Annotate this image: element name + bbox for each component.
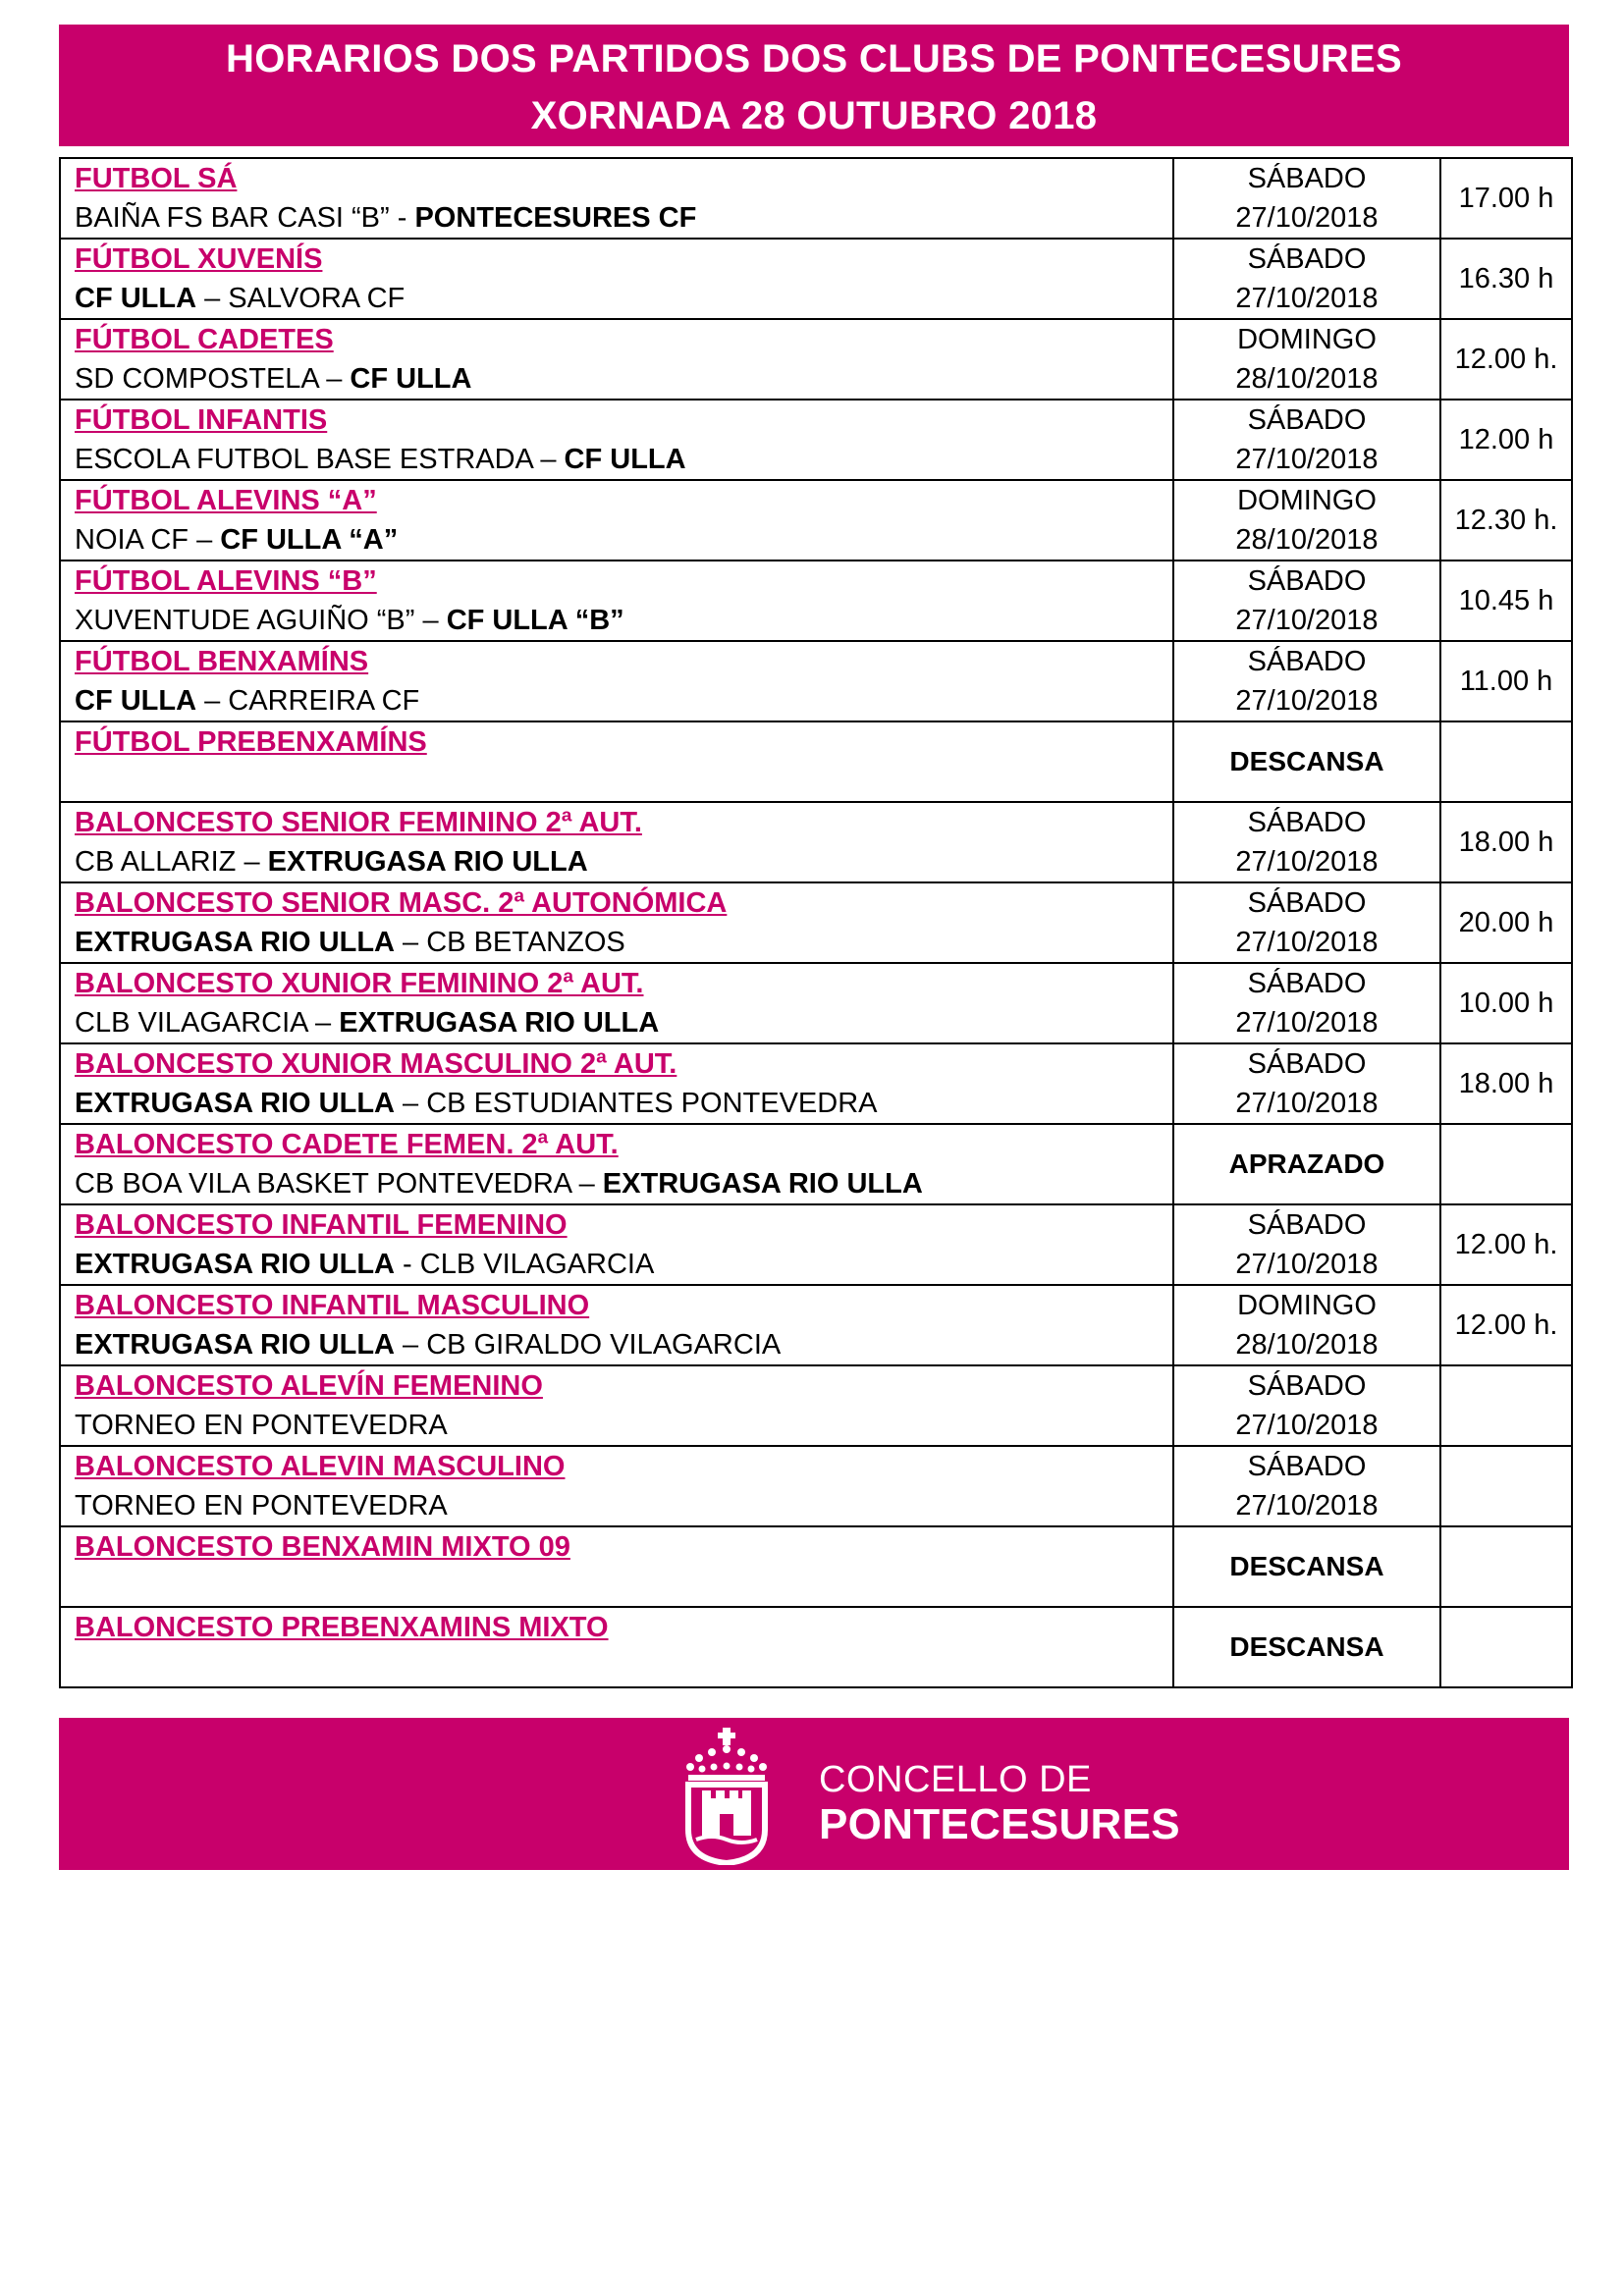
teams-line bbox=[75, 198, 1172, 238]
table-row bbox=[60, 721, 1572, 802]
team-away: CF ULLA bbox=[350, 363, 472, 395]
team-home: EXTRUGASA RIO ULLA bbox=[75, 1249, 395, 1280]
match-cell bbox=[60, 400, 1173, 480]
match-cell bbox=[60, 1446, 1173, 1526]
date-cell bbox=[1173, 158, 1440, 239]
match-date: 27/10/2018 bbox=[1235, 1249, 1379, 1280]
team-home: TORNEO EN PONTEVEDRA bbox=[75, 1410, 448, 1441]
match-day: SÁBADO bbox=[1247, 163, 1367, 194]
table-row bbox=[60, 239, 1572, 319]
category-link[interactable]: FÚTBOL INFANTIS bbox=[75, 404, 328, 436]
table-row bbox=[60, 319, 1572, 400]
date-cell bbox=[1173, 1526, 1440, 1607]
match-cell bbox=[60, 1526, 1173, 1607]
team-home: NOIA CF bbox=[75, 524, 189, 556]
match-day: SÁBADO bbox=[1247, 1209, 1367, 1241]
team-separator: - bbox=[394, 1249, 420, 1280]
table-row bbox=[60, 963, 1572, 1043]
teams-line bbox=[75, 1325, 1172, 1364]
match-time bbox=[1440, 721, 1572, 802]
match-time: 12.00 h. bbox=[1440, 1204, 1572, 1285]
team-away: CB GIRALDO VILAGARCIA bbox=[426, 1329, 782, 1361]
match-time: 18.00 h bbox=[1440, 1043, 1572, 1124]
team-separator: – bbox=[196, 283, 229, 314]
match-date: 27/10/2018 bbox=[1235, 1088, 1379, 1119]
teams-line bbox=[75, 842, 1172, 881]
match-day: SÁBADO bbox=[1247, 243, 1367, 275]
team-home: SD COMPOSTELA bbox=[75, 363, 319, 395]
match-date: 27/10/2018 bbox=[1235, 202, 1379, 234]
footer-line2: PONTECESURES bbox=[819, 1800, 1180, 1848]
team-separator: - bbox=[389, 202, 415, 234]
date-cell bbox=[1173, 319, 1440, 400]
category-link[interactable]: FÚTBOL PREBENXAMÍNS bbox=[75, 726, 427, 758]
team-home: EXTRUGASA RIO ULLA bbox=[75, 927, 395, 958]
date-cell bbox=[1173, 480, 1440, 561]
match-cell bbox=[60, 561, 1173, 641]
date-cell bbox=[1173, 1365, 1440, 1446]
match-date: 27/10/2018 bbox=[1235, 1490, 1379, 1522]
category-link[interactable]: BALONCESTO PREBENXAMINS MIXTO bbox=[75, 1612, 609, 1643]
team-home: BAIÑA FS BAR CASI “B” bbox=[75, 202, 390, 234]
match-time: 10.00 h bbox=[1440, 963, 1572, 1043]
category-link[interactable]: FÚTBOL BENXAMÍNS bbox=[75, 646, 369, 677]
date-cell bbox=[1173, 1607, 1440, 1687]
match-date: 28/10/2018 bbox=[1235, 1329, 1379, 1361]
table-row bbox=[60, 1607, 1572, 1687]
match-day: SÁBADO bbox=[1247, 646, 1367, 677]
category-link[interactable]: BALONCESTO INFANTIL FEMENINO bbox=[75, 1209, 568, 1241]
category-link[interactable]: FÚTBOL XUVENÍS bbox=[75, 243, 323, 275]
match-time: 12.30 h. bbox=[1440, 480, 1572, 561]
category-link[interactable]: BALONCESTO XUNIOR FEMININO 2ª AUT. bbox=[75, 968, 644, 999]
team-home: CF ULLA bbox=[75, 685, 197, 717]
teams-line bbox=[75, 1245, 1172, 1284]
table-row bbox=[60, 802, 1572, 882]
match-time: 12.00 h. bbox=[1440, 1285, 1572, 1365]
match-day: DOMINGO bbox=[1237, 324, 1377, 355]
table-row bbox=[60, 1204, 1572, 1285]
teams-line bbox=[75, 1406, 1172, 1445]
category-link[interactable]: FÚTBOL ALEVINS “A” bbox=[75, 485, 377, 516]
match-cell bbox=[60, 158, 1173, 239]
teams-line bbox=[75, 279, 1172, 318]
team-separator: – bbox=[394, 1329, 427, 1361]
match-cell bbox=[60, 1124, 1173, 1204]
team-separator: – bbox=[532, 444, 565, 475]
teams-line bbox=[75, 1567, 1172, 1606]
date-cell bbox=[1173, 239, 1440, 319]
team-separator: – bbox=[196, 685, 229, 717]
match-day: SÁBADO bbox=[1247, 968, 1367, 999]
footer-banner bbox=[59, 1718, 1569, 1870]
match-time bbox=[1440, 1365, 1572, 1446]
teams-line bbox=[75, 520, 1172, 560]
match-time bbox=[1440, 1526, 1572, 1607]
match-time: 20.00 h bbox=[1440, 882, 1572, 963]
team-separator: – bbox=[189, 524, 221, 556]
team-separator: – bbox=[394, 927, 427, 958]
table-row bbox=[60, 400, 1572, 480]
status-label: DESCANSA bbox=[1229, 746, 1384, 776]
match-cell bbox=[60, 239, 1173, 319]
teams-line bbox=[75, 1486, 1172, 1525]
match-day: DOMINGO bbox=[1237, 1290, 1377, 1321]
team-away: EXTRUGASA RIO ULLA bbox=[267, 846, 588, 878]
footer-line1: CONCELLO DE bbox=[819, 1759, 1092, 1800]
table-row bbox=[60, 882, 1572, 963]
team-home: TORNEO EN PONTEVEDRA bbox=[75, 1490, 448, 1522]
match-cell bbox=[60, 1204, 1173, 1285]
team-away: EXTRUGASA RIO ULLA bbox=[602, 1168, 923, 1200]
match-day: SÁBADO bbox=[1247, 565, 1367, 597]
category-link[interactable]: BALONCESTO INFANTIL MASCULINO bbox=[75, 1290, 590, 1321]
category-link[interactable]: FUTBOL SÁ bbox=[75, 163, 238, 194]
date-cell bbox=[1173, 641, 1440, 721]
table-row bbox=[60, 1365, 1572, 1446]
date-cell bbox=[1173, 1446, 1440, 1526]
match-date: 27/10/2018 bbox=[1235, 283, 1379, 314]
match-date: 27/10/2018 bbox=[1235, 1410, 1379, 1441]
teams-line bbox=[75, 1003, 1172, 1042]
date-cell bbox=[1173, 721, 1440, 802]
team-away: PONTECESURES CF bbox=[414, 202, 697, 234]
table-row bbox=[60, 158, 1572, 239]
date-cell bbox=[1173, 963, 1440, 1043]
category-link[interactable]: BALONCESTO XUNIOR MASCULINO 2ª AUT. bbox=[75, 1048, 677, 1080]
team-home: CB BOA VILA BASKET PONTEVEDRA bbox=[75, 1168, 571, 1200]
match-date: 27/10/2018 bbox=[1235, 1007, 1379, 1039]
match-time: 12.00 h bbox=[1440, 400, 1572, 480]
match-day: DOMINGO bbox=[1237, 485, 1377, 516]
match-cell bbox=[60, 1365, 1173, 1446]
match-time bbox=[1440, 1446, 1572, 1526]
header-banner bbox=[59, 25, 1569, 146]
table-row bbox=[60, 641, 1572, 721]
table-row bbox=[60, 1526, 1572, 1607]
match-date: 27/10/2018 bbox=[1235, 846, 1379, 878]
teams-line bbox=[75, 1647, 1172, 1686]
teams-line bbox=[75, 1084, 1172, 1123]
municipal-crest-icon bbox=[653, 1728, 800, 1865]
team-separator: – bbox=[414, 605, 447, 636]
match-day: SÁBADO bbox=[1247, 404, 1367, 436]
footer-brand bbox=[819, 1759, 1180, 1849]
team-home: CLB VILAGARCIA bbox=[75, 1007, 307, 1039]
team-away: CLB VILAGARCIA bbox=[419, 1249, 655, 1280]
date-cell bbox=[1173, 1043, 1440, 1124]
match-cell bbox=[60, 963, 1173, 1043]
team-away: CF ULLA “B” bbox=[446, 605, 624, 636]
match-time bbox=[1440, 1124, 1572, 1204]
schedule-table bbox=[59, 157, 1573, 1688]
category-link[interactable]: FÚTBOL ALEVINS “B” bbox=[75, 565, 377, 597]
team-home: EXTRUGASA RIO ULLA bbox=[75, 1329, 395, 1361]
team-away: SALVORA CF bbox=[228, 283, 406, 314]
match-date: 27/10/2018 bbox=[1235, 605, 1379, 636]
match-date: 28/10/2018 bbox=[1235, 363, 1379, 395]
date-cell bbox=[1173, 802, 1440, 882]
team-separator: – bbox=[306, 1007, 340, 1039]
team-away: CB BETANZOS bbox=[426, 927, 625, 958]
teams-line bbox=[75, 681, 1172, 721]
date-cell bbox=[1173, 1124, 1440, 1204]
page-subtitle: XORNADA 28 OUTUBRO 2018 bbox=[530, 94, 1098, 137]
team-away: EXTRUGASA RIO ULLA bbox=[339, 1007, 660, 1039]
match-cell bbox=[60, 802, 1173, 882]
match-day: SÁBADO bbox=[1247, 1048, 1367, 1080]
match-cell bbox=[60, 721, 1173, 802]
match-time: 11.00 h bbox=[1440, 641, 1572, 721]
team-away: CF ULLA bbox=[564, 444, 686, 475]
category-link[interactable]: BALONCESTO SENIOR FEMININO 2ª AUT. bbox=[75, 807, 642, 838]
teams-line bbox=[75, 762, 1172, 801]
team-away: CF ULLA “A” bbox=[220, 524, 399, 556]
team-home: ESCOLA FUTBOL BASE ESTRADA bbox=[75, 444, 533, 475]
match-date: 27/10/2018 bbox=[1235, 444, 1379, 475]
category-link[interactable]: FÚTBOL CADETES bbox=[75, 324, 334, 355]
team-separator: – bbox=[570, 1168, 603, 1200]
date-cell bbox=[1173, 561, 1440, 641]
match-day: SÁBADO bbox=[1247, 1451, 1367, 1482]
match-cell bbox=[60, 480, 1173, 561]
team-away: CARREIRA CF bbox=[228, 685, 420, 717]
match-day: SÁBADO bbox=[1247, 807, 1367, 838]
table-row bbox=[60, 480, 1572, 561]
table-row bbox=[60, 1446, 1572, 1526]
table-row bbox=[60, 1043, 1572, 1124]
team-separator: – bbox=[236, 846, 268, 878]
status-label: DESCANSA bbox=[1229, 1631, 1384, 1662]
category-link[interactable]: BALONCESTO SENIOR MASC. 2ª AUTONÓMICA bbox=[75, 887, 728, 919]
team-home: CF ULLA bbox=[75, 283, 197, 314]
teams-line bbox=[75, 923, 1172, 962]
match-time: 10.45 h bbox=[1440, 561, 1572, 641]
date-cell bbox=[1173, 882, 1440, 963]
teams-line bbox=[75, 359, 1172, 399]
table-row bbox=[60, 561, 1572, 641]
team-separator: – bbox=[394, 1088, 427, 1119]
match-time bbox=[1440, 1607, 1572, 1687]
match-time: 17.00 h bbox=[1440, 158, 1572, 239]
match-day: SÁBADO bbox=[1247, 1370, 1367, 1402]
date-cell bbox=[1173, 400, 1440, 480]
teams-line bbox=[75, 440, 1172, 479]
team-separator: – bbox=[318, 363, 351, 395]
teams-line bbox=[75, 1164, 1172, 1203]
match-cell bbox=[60, 1285, 1173, 1365]
match-cell bbox=[60, 1043, 1173, 1124]
team-home: CB ALLARIZ bbox=[75, 846, 237, 878]
match-date: 27/10/2018 bbox=[1235, 685, 1379, 717]
match-cell bbox=[60, 882, 1173, 963]
match-cell bbox=[60, 319, 1173, 400]
table-row bbox=[60, 1124, 1572, 1204]
category-link[interactable]: BALONCESTO BENXAMIN MIXTO 09 bbox=[75, 1531, 570, 1563]
category-link[interactable]: BALONCESTO ALEVIN MASCULINO bbox=[75, 1451, 566, 1482]
match-cell bbox=[60, 641, 1173, 721]
team-away: CB ESTUDIANTES PONTEVEDRA bbox=[426, 1088, 878, 1119]
page-title: HORARIOS DOS PARTIDOS DOS CLUBS DE PONTECESURES bbox=[226, 37, 1402, 80]
status-label: DESCANSA bbox=[1229, 1551, 1384, 1581]
match-time: 12.00 h. bbox=[1440, 319, 1572, 400]
teams-line bbox=[75, 601, 1172, 640]
date-cell bbox=[1173, 1285, 1440, 1365]
schedule-body bbox=[60, 158, 1572, 1687]
match-date: 27/10/2018 bbox=[1235, 927, 1379, 958]
match-time: 16.30 h bbox=[1440, 239, 1572, 319]
team-home: EXTRUGASA RIO ULLA bbox=[75, 1088, 395, 1119]
status-label: APRAZADO bbox=[1228, 1148, 1385, 1179]
match-date: 28/10/2018 bbox=[1235, 524, 1379, 556]
table-row bbox=[60, 1285, 1572, 1365]
match-time: 18.00 h bbox=[1440, 802, 1572, 882]
match-day: SÁBADO bbox=[1247, 887, 1367, 919]
category-link[interactable]: BALONCESTO CADETE FEMEN. 2ª AUT. bbox=[75, 1129, 619, 1160]
category-link[interactable]: BALONCESTO ALEVÍN FEMENINO bbox=[75, 1370, 543, 1402]
match-cell bbox=[60, 1607, 1173, 1687]
team-home: XUVENTUDE AGUIÑO “B” bbox=[75, 605, 415, 636]
date-cell bbox=[1173, 1204, 1440, 1285]
